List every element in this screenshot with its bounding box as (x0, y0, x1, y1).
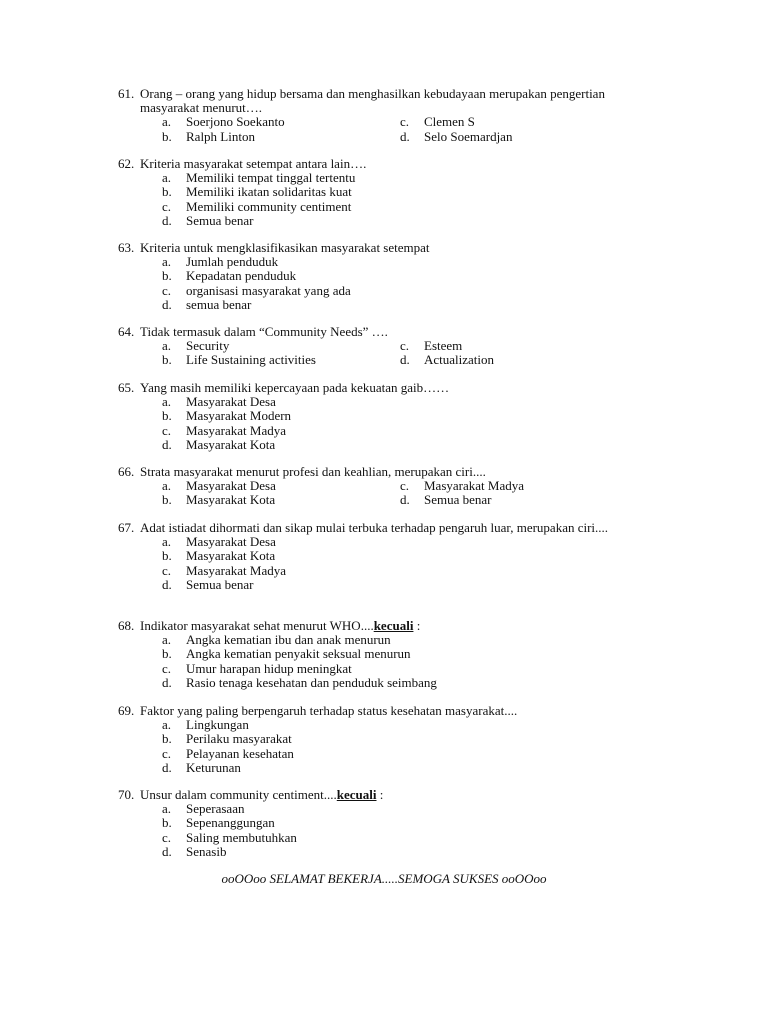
option-label: d. (162, 296, 172, 312)
question-suffix: : (376, 787, 384, 802)
option-label: b. (162, 492, 172, 508)
question-number: 67. (118, 520, 135, 535)
question-text: Yang masih memiliki kepercayaan pada kekuatan gaib…… (140, 380, 450, 395)
question-text: Adat istiadat dihormati dan sikap mulai terbuka terhadap pengaruh luar, merupakan ciri.... (140, 520, 609, 535)
question-keyword: kecuali (373, 618, 414, 633)
question-text: Kriteria masyarakat setempat antara lain…. (140, 156, 367, 171)
question-68 (118, 619, 658, 690)
answer-option (118, 424, 658, 438)
question-66 (118, 465, 658, 508)
option-text: Actualization (424, 352, 495, 368)
answer-option (118, 255, 658, 269)
option-label: c. (162, 745, 172, 761)
option-text: Seperasaan (186, 801, 245, 817)
answer-option (118, 269, 658, 283)
option-text: Kepadatan penduduk (186, 268, 297, 284)
option-row (118, 353, 658, 367)
question-67 (118, 521, 658, 592)
option-text: Umur harapan hidup meningkat (186, 660, 352, 676)
option-label: d. (400, 492, 410, 508)
option-text: Ralph Linton (186, 128, 255, 144)
answer-option (118, 200, 658, 214)
answer-option (118, 718, 658, 732)
option-label: d. (162, 759, 172, 775)
answer-option (118, 298, 658, 312)
question-stem (118, 157, 658, 171)
answer-option (118, 802, 658, 816)
option-text: Angka kematian ibu dan anak menurun (186, 632, 391, 648)
question-stem (118, 87, 658, 115)
option-text: Masyarakat Kota (186, 436, 276, 452)
option-text: Masyarakat Madya (186, 422, 286, 438)
option-label: a. (162, 394, 172, 410)
question-text: Indikator masyarakat sehat menurut WHO.... (140, 618, 374, 633)
question-keyword: kecuali (336, 787, 377, 802)
option-text: Sepenanggungan (186, 815, 275, 831)
answer-option (118, 732, 658, 746)
answer-option (118, 816, 658, 830)
question-number: 65. (118, 380, 135, 395)
option-label: c. (400, 114, 410, 130)
question-text: Unsur dalam community centiment.... (140, 787, 337, 802)
option-row (118, 479, 658, 493)
option-label: c. (400, 478, 410, 494)
option-text: semua benar (186, 296, 252, 312)
option-label: c. (162, 282, 172, 298)
question-suffix: : (413, 618, 421, 633)
option-label: b. (162, 731, 172, 747)
question-number: 63. (118, 240, 135, 255)
question-stem (118, 465, 658, 479)
option-text: Masyarakat Desa (186, 534, 276, 550)
option-text: Senasib (186, 843, 227, 859)
answer-option (118, 662, 658, 676)
option-label: c. (162, 829, 172, 845)
option-text: Rasio tenaga kesehatan dan penduduk seimbang (186, 674, 437, 690)
option-text: Selo Soemardjan (424, 128, 513, 144)
option-label: b. (162, 352, 172, 368)
question-number: 66. (118, 464, 135, 479)
option-row (118, 339, 658, 353)
question-62 (118, 157, 658, 228)
answer-option (118, 535, 658, 549)
option-text: Masyarakat Kota (186, 492, 276, 508)
answer-option (118, 676, 658, 690)
option-text: Keturunan (186, 759, 241, 775)
option-text: Clemen S (424, 114, 475, 130)
answer-option (118, 171, 658, 185)
answer-option (118, 284, 658, 298)
option-text: Soerjono Soekanto (186, 114, 285, 130)
answer-option (118, 409, 658, 423)
question-number: 69. (118, 703, 135, 718)
option-text: Memiliki community centiment (186, 198, 352, 214)
option-label: d. (162, 436, 172, 452)
answer-option (118, 549, 658, 563)
option-label: b. (162, 128, 172, 144)
option-label: a. (162, 338, 172, 354)
option-label: d. (162, 843, 172, 859)
answer-option (118, 564, 658, 578)
answer-option (118, 747, 658, 761)
option-text: Pelayanan kesehatan (186, 745, 294, 761)
question-text: Orang – orang yang hidup bersama dan menghasilkan kebudayaan merupakan pengertian masyarakat menurut…. (140, 86, 605, 116)
question-stem (118, 241, 658, 255)
option-text: Masyarakat Modern (186, 408, 292, 424)
option-text: Masyarakat Kota (186, 548, 276, 564)
question-61 (118, 87, 658, 144)
option-text: Masyarakat Madya (186, 562, 286, 578)
option-label: b. (162, 184, 172, 200)
answer-option (118, 438, 658, 452)
option-grid (118, 115, 658, 143)
closing-message: ooOOoo SELAMAT BEKERJA.....SEMOGA SUKSES ooOOoo (221, 871, 547, 886)
option-text: Jumlah penduduk (186, 254, 279, 270)
option-grid (118, 479, 658, 507)
question-number: 62. (118, 156, 135, 171)
option-label: c. (162, 422, 172, 438)
option-label: c. (162, 660, 172, 676)
question-stem (118, 788, 658, 802)
option-label: d. (162, 674, 172, 690)
option-label: b. (162, 408, 172, 424)
option-text: Semua benar (424, 492, 492, 508)
answer-option (118, 214, 658, 228)
option-label: d. (162, 576, 172, 592)
option-label: a. (162, 478, 172, 494)
answer-option (118, 578, 658, 592)
option-label: b. (162, 268, 172, 284)
option-text: Masyarakat Desa (186, 478, 276, 494)
answer-option (118, 761, 658, 775)
option-label: c. (400, 338, 410, 354)
option-label: a. (162, 254, 172, 270)
option-label: b. (162, 815, 172, 831)
option-label: a. (162, 801, 172, 817)
option-text: Lingkungan (186, 717, 249, 733)
option-row (118, 493, 658, 507)
option-text: Saling membutuhkan (186, 829, 297, 845)
question-number: 64. (118, 324, 135, 339)
question-64 (118, 325, 658, 368)
option-label: a. (162, 534, 172, 550)
question-stem (118, 619, 658, 633)
question-number: 61. (118, 86, 135, 101)
option-text: Security (186, 338, 230, 354)
option-text: Semua benar (186, 576, 254, 592)
question-text: Faktor yang paling berpengaruh terhadap status kesehatan masyarakat.... (140, 703, 518, 718)
question-70 (118, 788, 658, 859)
question-stem (118, 325, 658, 339)
option-text: Angka kematian penyakit seksual menurun (186, 646, 411, 662)
option-text: Life Sustaining activities (186, 352, 316, 368)
question-63 (118, 241, 658, 312)
option-label: d. (162, 212, 172, 228)
answer-option (118, 185, 658, 199)
option-text: Masyarakat Desa (186, 394, 276, 410)
option-label: d. (400, 128, 410, 144)
question-69 (118, 704, 658, 775)
option-text: Memiliki ikatan solidaritas kuat (186, 184, 352, 200)
option-text: organisasi masyarakat yang ada (186, 282, 351, 298)
question-number: 68. (118, 618, 135, 633)
question-65 (118, 381, 658, 452)
option-row (118, 115, 658, 129)
answer-option (118, 831, 658, 845)
question-text: Strata masyarakat menurut profesi dan keahlian, merupakan ciri.... (140, 464, 486, 479)
option-grid (118, 339, 658, 367)
option-label: a. (162, 114, 172, 130)
question-stem (118, 704, 658, 718)
answer-option (118, 647, 658, 661)
question-number: 70. (118, 787, 135, 802)
answer-option (118, 633, 658, 647)
answer-option (118, 395, 658, 409)
option-label: a. (162, 170, 172, 186)
question-text: Tidak termasuk dalam “Community Needs” …. (140, 324, 388, 339)
question-text: Kriteria untuk mengklasifikasikan masyarakat setempat (140, 240, 430, 255)
option-label: a. (162, 717, 172, 733)
option-text: Masyarakat Madya (424, 478, 524, 494)
option-text: Esteem (424, 338, 463, 354)
option-text: Perilaku masyarakat (186, 731, 292, 747)
question-stem (118, 521, 658, 535)
option-label: b. (162, 646, 172, 662)
option-label: c. (162, 562, 172, 578)
option-text: Memiliki tempat tinggal tertentu (186, 170, 356, 186)
answer-option (118, 845, 658, 859)
option-label: c. (162, 198, 172, 214)
option-text: Semua benar (186, 212, 254, 228)
option-label: b. (162, 548, 172, 564)
question-stem (118, 381, 658, 395)
option-label: a. (162, 632, 172, 648)
option-row (118, 130, 658, 144)
option-label: d. (400, 352, 410, 368)
